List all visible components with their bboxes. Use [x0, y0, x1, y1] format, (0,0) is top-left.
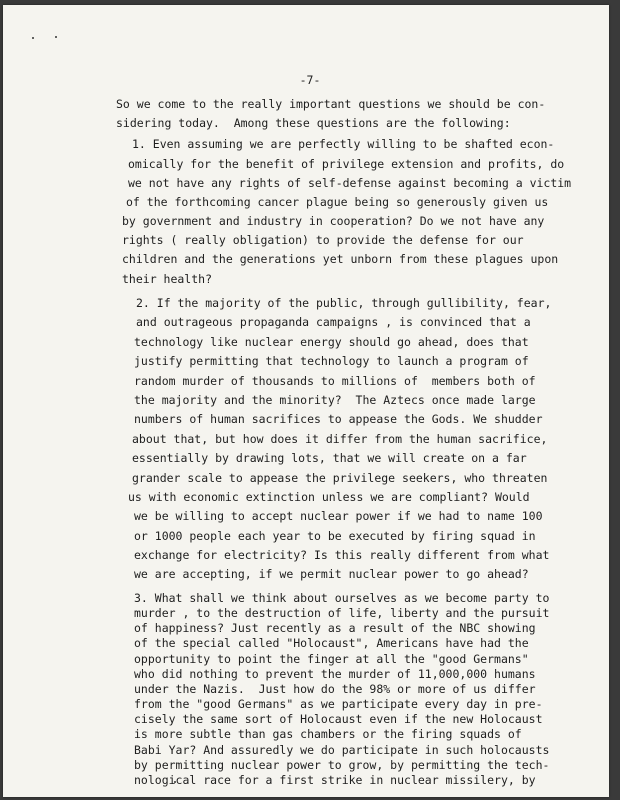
q3-line: from the "good Germans" as we participate every day in pre-	[134, 697, 543, 712]
q1-line: rights ( really obligation) to provide the defense for our	[122, 233, 524, 247]
q3-line: nological race for a first strike in nuclear missilery, by	[134, 772, 536, 787]
q1-line: of the forthcoming cancer plague being so generously given us	[126, 195, 549, 209]
q2-line: numbers of human sacrifices to appease the Gods. We shudder	[134, 412, 543, 426]
q1-line: their health?	[122, 272, 213, 286]
q2-line: essentially by drawing lots, that we will create on a far	[132, 451, 527, 465]
q3-line: who did nothing to prevent the murder of 11,000,000 humans	[134, 666, 536, 681]
q2-line: technology like nuclear energy should go ahead, does that	[134, 335, 529, 349]
q2-line: justify permitting that technology to launch a program of	[134, 354, 529, 368]
q2-line: grander scale to appease the privilege seekers, who threaten	[132, 471, 548, 485]
q2-line: about that, but how does it differ from the human sacrifice,	[132, 432, 548, 446]
q2-line: we be willing to accept nuclear power if we had to name 100	[134, 509, 543, 523]
q3-line: by permitting nuclear power to grow, by permitting the tech-	[134, 757, 550, 772]
q2-line: or 1000 people each year to be executed by firing squad in	[134, 529, 536, 543]
q2-line: exchange for electricity? Is this really different from what	[134, 548, 550, 562]
q3-line: Babi Yar? And assuredly we do participate in such holocausts	[134, 742, 550, 757]
q2-line: random murder of thousands to millions of members both of	[134, 374, 536, 388]
q3-line: under the Nazis. Just how do the 98% or more of us differ	[134, 681, 536, 696]
q2-line: we are accepting, if we permit nuclear power to go ahead?	[134, 567, 529, 581]
q1-line: by government and industry in cooperation? Do we not have any	[122, 214, 545, 228]
intro-line: sidering today. Among these questions are the following:	[116, 116, 511, 130]
q3-line: is more subtle than gas chambers or the firing squads of	[134, 727, 522, 742]
q2-line: us with economic extinction unless we are compliant? Would	[128, 490, 530, 504]
q3-line: opportunity to point the finger at all the "good Germans"	[134, 651, 529, 666]
q3-line: of the special called "Holocaust", Americans have had the	[134, 636, 529, 651]
q3-line: of happiness? Just recently as a result of the NBC showing	[134, 621, 536, 636]
q1-line: 1. Even assuming we are perfectly willing to be shafted econ-	[132, 137, 555, 151]
q3-line: 3. What shall we think about ourselves as we become party to	[134, 591, 550, 605]
speck-mark	[32, 37, 34, 39]
intro-line: So we come to the really important questions we should be con-	[116, 97, 546, 111]
q2-line: 2. If the majority of the public, through gullibility, fear,	[136, 296, 552, 310]
page-number: -7-	[299, 73, 321, 87]
q3-line: cisely the same sort of Holocaust even if the new Holocaust	[134, 712, 543, 727]
q1-line: children and the generations yet unborn from these plagues upon	[122, 252, 559, 266]
q2-line: the majority and the minority? The Aztecs once made large	[134, 393, 536, 407]
q2-line: and outrageous propaganda campaigns , is convinced that a	[136, 315, 531, 329]
q3-line: murder , to the destruction of life, liberty and the pursuit	[134, 606, 550, 621]
speck-mark	[55, 36, 57, 38]
q1-line: omically for the benefit of privilege extension and profits, do	[128, 157, 565, 171]
q1-line: we not have any rights of self-defense against becoming a victim	[128, 176, 572, 190]
